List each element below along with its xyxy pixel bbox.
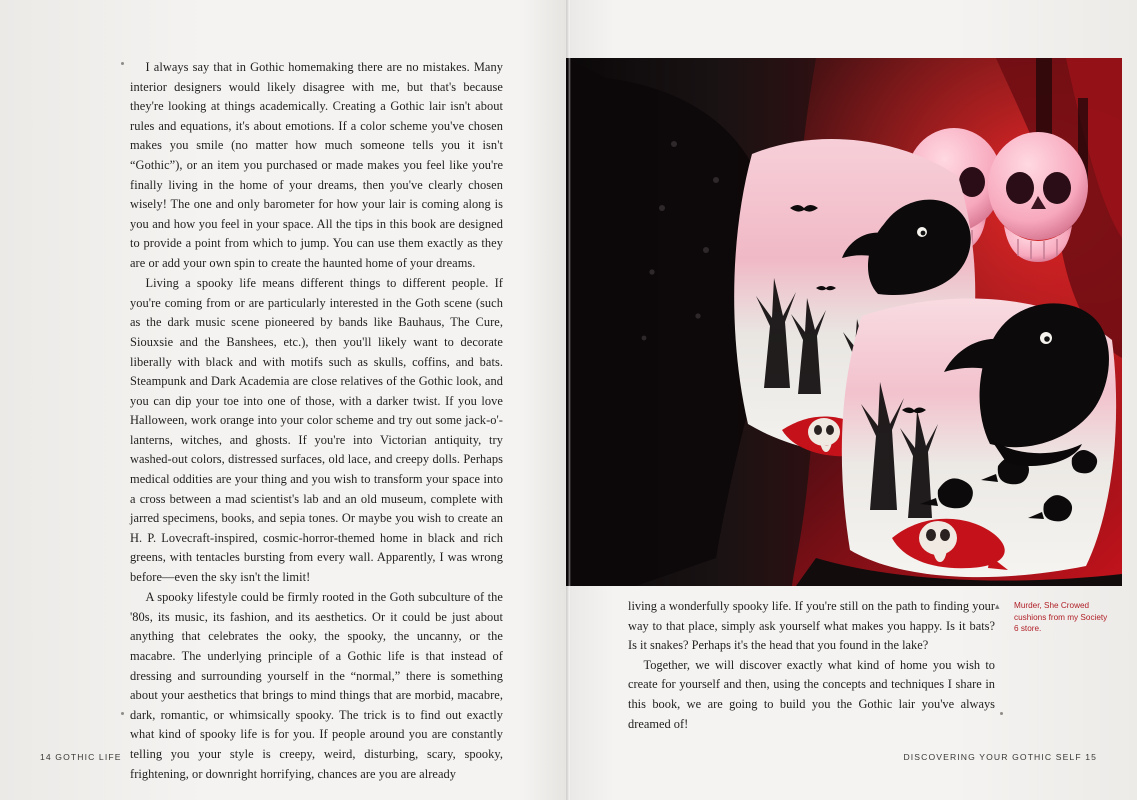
- paragraph: A spooky lifestyle could be firmly rooted in the Goth subculture of the '80s, its music, its fashion, and its aesthetics. Or it could be just about anything that celebrates the ooky, the spooky, the uncanny, or the macabre. The underlying principle of a Gothic life is that instead of dressing and surrounding yourself in the “normal,” there is something about your aesthetics that brings to mind things that are morbid, macabre, dark, romantic, or whimsically spooky. The trick is to find out exactly what kind of spooky life is for you. If people around you are constantly telling you your style is creepy, weird, disturbing, scary, spooky, frightening, or downright horrifying, chances are you are already: [130, 590, 503, 781]
- paragraph: I always say that in Gothic homemaking there are no mistakes. Many interior designers would likely disagree with me, but that's because they're looking at things academically. Creating a Gothic lair isn't about rules and equations, it's about emotions. If a color scheme you've chosen makes you smile (no matter how much someone tells you it isn't “Gothic”), or an item you purchased or made makes you feel like you're finally living in the home of your dreams, then you've clearly chosen wisely! The one and only barometer for how your lair is coming along is you and how you feel in your space. All the tips in this book are designed to provide a point from which to jump. You can use them exactly as they are or add your own spin to create the haunted home of your dreams.: [130, 60, 503, 270]
- folio-left: 14 GOTHIC LIFE: [40, 752, 122, 762]
- decorative-dot-bottom-left: [121, 712, 124, 715]
- right-text-column: [628, 597, 995, 734]
- paragraph: Living a spooky life means different things to different people. If you're coming from or are particularly interested in the Goth scene (such as the dark music scene pioneered by bands like Bauhaus, The Cure, Siouxsie and the Banshees, etc.), then you'll likely want to decorate liberally with black and with motifs such as skulls, coffins, and bats. Steampunk and Dark Academia are close relatives of the Gothic look, and you can dip your toe into one of those, with a darker twist. If you love Halloween, work orange into your color scheme and try out some jack-o'-lanterns, witches, and ghosts. If you're into Victorian antiquity, try washed-out colors, distressed surfaces, old lace, and creepy dolls. Perhaps medical oddities are your thing and you wish to transform your space into a cross between a mad scientist's lab and an old museum, complete with jarred specimens, books, and sepia tones. Or maybe you wish to create an H. P. Lovecraft-inspired, cosmic-horror-themed home in black and rich greens, with tentacles bursting from every wall. Apparently, I was wrong before—even the sky isn't the limit!: [130, 276, 503, 585]
- left-text-column: [130, 58, 503, 784]
- decorative-dot-top-left: [121, 62, 124, 65]
- photo-caption: Murder, She Crowed cushions from my Society 6 store.: [1014, 601, 1108, 634]
- decorative-dot-bottom-right: [1000, 712, 1003, 715]
- photo-raven-cushions: [566, 58, 1122, 586]
- folio-right: DISCOVERING YOUR GOTHIC SELF 15: [903, 752, 1097, 762]
- left-page: [0, 0, 568, 800]
- paragraph: living a wonderfully spooky life. If you're still on the path to finding your way to that place, simply ask yourself what makes you happy. Is it bats? Is it snakes? Perhaps it's the head that you found in the lake?: [628, 599, 995, 653]
- cushion-front: [842, 298, 1116, 577]
- paragraph: Together, we will discover exactly what kind of home you wish to create for yourself and then, using the concepts and techniques I share in this book, we are going to build you the Gothic lair you've always dreamed of!: [628, 657, 995, 731]
- caption-marker-icon: ▴: [995, 601, 1000, 611]
